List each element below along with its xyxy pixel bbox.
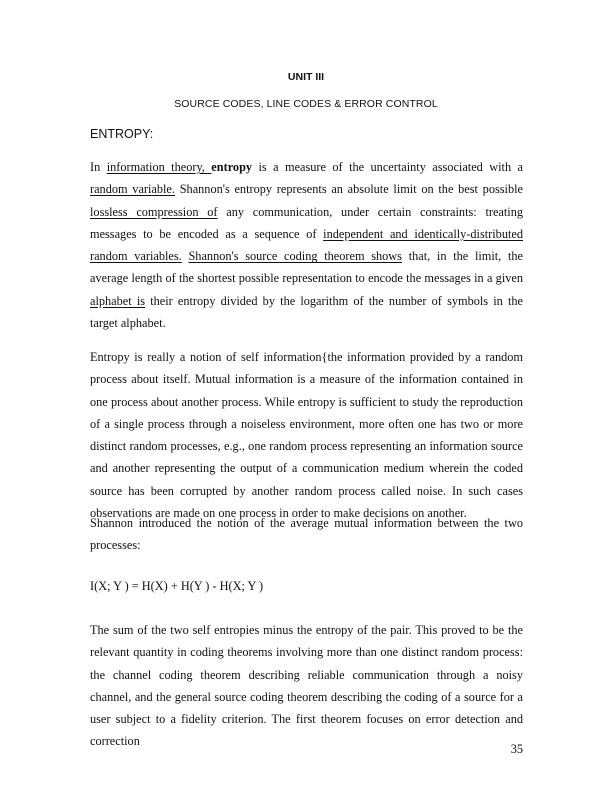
entropy-term: entropy — [211, 160, 253, 174]
unit-title: UNIT III — [287, 71, 325, 83]
mutual-information-formula: I(X; Y ) = H(X) + H(Y ) - H(X; Y ) — [90, 579, 264, 593]
mutual-information-intro: Shannon introduced the notion of the average mutual information between the two processes: — [90, 516, 523, 553]
text-segment: Shannon's entropy represents an absolute limit on the best possible — [174, 182, 523, 197]
link-lossless-compression[interactable]: lossless compression of — [90, 204, 218, 219]
self-information-paragraph: Entropy is really a notion of self information{the information provided by a random process about itself. Mutual information is a measure of the information contained in one process about another process. While entropy is sufficient to study the reproduction of a single process through a noiseless environment, more often one has two or more distinct random processes, e.g., one random process representing an information source and another representing the output of a communication medium wherein the coded source has been corrupted by another random process called noise. In such cases observations are made on one process in order to make decisions on another. — [90, 350, 523, 521]
section-heading: ENTROPY: — [90, 127, 154, 141]
chapter-subtitle: SOURCE CODES, LINE CODES & ERROR CONTROL — [174, 98, 438, 110]
text-segment: is a measure of the uncertainty associated with a — [252, 160, 523, 174]
page-number: 35 — [510, 742, 523, 756]
link-source-coding-theorem[interactable]: Shannon's source coding theorem shows — [188, 249, 402, 264]
link-iid-random-variables[interactable]: independent and identically-distributed random variables. — [90, 226, 523, 264]
text-segment: their entropy divided by the logarithm of the number of symbols in the target alphabet. — [90, 293, 523, 331]
text-segment: that, in the limit, the average length of the shortest possible representation to encode the messages in a given — [90, 249, 523, 286]
link-alphabet[interactable]: alphabet is — [90, 293, 146, 308]
text-segment: any communication, under certain constraints: treating messages to be encoded as a sequence of — [90, 204, 523, 241]
coding-theorems-paragraph: The sum of the two self entropies minus the entropy of the pair. This proved to be the relevant quantity in coding theorems involving more than one distinct random process: the channel coding theorem describing reliable communication through a noisy channel, and the general source coding theorem describing the coding of a source for a user subject to a fidelity criterion. The first theorem focuses on error detection and correction — [90, 623, 523, 749]
link-information-theory[interactable]: information theory, — [106, 160, 212, 174]
text-segment: In — [90, 160, 107, 174]
link-random-variable[interactable]: random variable. — [90, 182, 175, 197]
entropy-definition-paragraph — [90, 156, 523, 334]
